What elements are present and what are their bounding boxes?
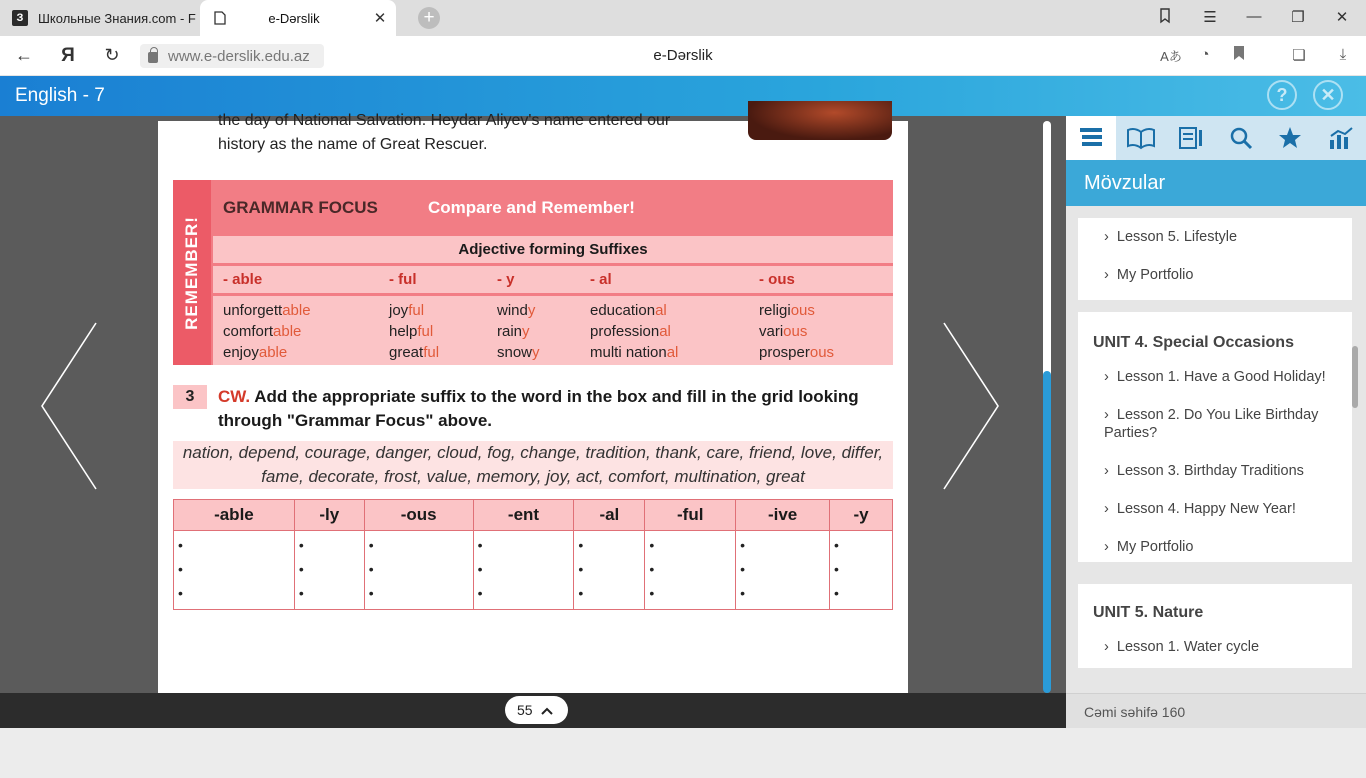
- menu-icon[interactable]: ☰: [1203, 9, 1217, 26]
- unit-title[interactable]: UNIT 4. Special Occasions: [1093, 334, 1294, 351]
- list-item[interactable]: › Lesson 1. Water cycle: [1104, 639, 1260, 655]
- tab-e-derslik[interactable]: [200, 0, 396, 36]
- page-icon: [212, 10, 228, 26]
- grid-cell: • • •: [174, 531, 295, 610]
- grid-header: -ly: [294, 500, 364, 531]
- url-field[interactable]: [140, 44, 324, 68]
- tab-title: Школьные Знания.com - F: [38, 10, 196, 26]
- word-line: fame, decorate, frost, value, memory, joy, act, comfort, multination, great: [261, 467, 805, 486]
- previous-page-icon[interactable]: [38, 321, 100, 491]
- grid-header: -ent: [473, 500, 574, 531]
- word-line: nation, depend, courage, danger, cloud, fog, change, tradition, thank, care, friend, love, differ,: [182, 443, 884, 462]
- page-number-selector[interactable]: [505, 696, 568, 724]
- grid-cell: • • •: [574, 531, 645, 610]
- grid-cell: • • •: [364, 531, 473, 610]
- example-col: windy rainy snowy: [497, 302, 540, 361]
- grid-header: -able: [174, 500, 295, 531]
- grid-cell: • • •: [294, 531, 364, 610]
- close-tab-icon[interactable]: ✕: [373, 10, 387, 27]
- tab-title: e-Dərslik: [268, 10, 320, 26]
- suffix-header: - al: [590, 271, 612, 288]
- bookmark-icon[interactable]: [1228, 46, 1250, 64]
- favorites-icon[interactable]: [1266, 116, 1316, 160]
- grid-cell: • • •: [830, 531, 893, 610]
- suffix-header: - y: [497, 271, 515, 288]
- grid-header-row: [174, 500, 893, 531]
- search-icon[interactable]: [1216, 116, 1266, 160]
- compare-remember-title: Compare and Remember!: [428, 198, 635, 217]
- grammar-focus-title: GRAMMAR FOCUS: [223, 198, 378, 217]
- list-item[interactable]: › Lesson 5. Lifestyle: [1104, 229, 1238, 245]
- suffix-header: - able: [223, 271, 263, 288]
- close-viewer-icon[interactable]: ✕: [1313, 80, 1343, 110]
- new-tab-button[interactable]: +: [418, 7, 440, 29]
- minimize-icon[interactable]: —: [1246, 8, 1262, 25]
- url-text: www.e-derslik.edu.az: [168, 47, 310, 65]
- word-box: [173, 441, 893, 489]
- task-number: 3: [173, 385, 207, 409]
- grid-header: -ous: [364, 500, 473, 531]
- back-icon[interactable]: ←: [15, 45, 33, 65]
- suffix-examples: [213, 296, 893, 365]
- suffix-grid: [173, 499, 893, 610]
- task-instructions: CW. Add the appropriate suffix to the word in the box and fill in the grid looking through "Grammar Focus" above.: [218, 387, 859, 430]
- help-icon[interactable]: ?: [1267, 80, 1297, 110]
- collections-icon[interactable]: ❏: [1292, 47, 1306, 64]
- unit-title[interactable]: UNIT 5. Nature: [1093, 604, 1204, 621]
- translate-icon[interactable]: Aあ: [1160, 49, 1182, 64]
- download-icon[interactable]: ⤓: [1339, 46, 1347, 63]
- grid-header: -ive: [736, 500, 830, 531]
- page-number: 55: [517, 702, 533, 718]
- restore-icon[interactable]: ❐: [1291, 9, 1305, 26]
- panel-scrollbar-thumb[interactable]: [1352, 346, 1358, 408]
- tab-shkolnye-znaniya[interactable]: [6, 4, 198, 32]
- photo-image: [748, 101, 892, 140]
- book-icon[interactable]: [1116, 116, 1166, 160]
- unit-card: [1078, 584, 1352, 668]
- contents-icon[interactable]: [1066, 116, 1116, 160]
- list-item[interactable]: › Lesson 3. Birthday Traditions: [1104, 463, 1304, 479]
- next-page-icon[interactable]: [940, 321, 1002, 491]
- bookmarks-panel-icon[interactable]: [1156, 8, 1176, 28]
- intro-line: the day of National Salvation. Heydar Aliyev's name entered our: [218, 112, 671, 129]
- close-window-icon[interactable]: ✕: [1335, 9, 1349, 26]
- example-col: unforgettable comfortable enjoyable: [223, 302, 311, 361]
- suffixes-heading: Adjective forming Suffixes: [213, 236, 893, 263]
- grid-header: -ful: [645, 500, 736, 531]
- chevron-up-icon[interactable]: [541, 702, 553, 718]
- suffix-header: - ful: [389, 271, 417, 288]
- notes-icon[interactable]: [1166, 116, 1216, 160]
- list-item[interactable]: › My Portfolio: [1104, 267, 1194, 283]
- grid-body-row: [174, 531, 893, 610]
- panel-title: Mövzular: [1066, 160, 1366, 206]
- protect-icon[interactable]: ◔: [1200, 46, 1210, 63]
- unit-card: [1078, 218, 1352, 300]
- contents-panel: [1066, 116, 1366, 728]
- grid-cell: • • •: [473, 531, 574, 610]
- list-item[interactable]: › Lesson 1. Have a Good Holiday!: [1104, 369, 1326, 385]
- list-item[interactable]: › Lesson 4. Happy New Year!: [1104, 501, 1296, 517]
- znaniya-favicon-icon: З: [12, 10, 28, 26]
- suffix-header: - ous: [759, 271, 795, 288]
- book-title: English - 7: [15, 85, 105, 106]
- intro-text: [218, 109, 708, 157]
- grid-cell: • • •: [645, 531, 736, 610]
- total-pages: Cəmi səhifə 160: [1066, 693, 1366, 728]
- example-col: educational professional multi national: [590, 302, 679, 361]
- viewer-scrollbar-thumb[interactable]: [1043, 371, 1051, 693]
- statistics-icon[interactable]: [1316, 116, 1366, 160]
- lock-icon: [148, 52, 158, 63]
- list-item[interactable]: › Lesson 2. Do You Like Birthday Parties?: [1104, 407, 1319, 441]
- example-col: joyful helpful greatful: [389, 302, 440, 361]
- list-item[interactable]: › My Portfolio: [1104, 539, 1194, 555]
- reload-icon[interactable]: ↻: [104, 45, 120, 65]
- panel-toolbar: [1066, 116, 1366, 160]
- grid-header: -al: [574, 500, 645, 531]
- book-viewer: [0, 112, 1066, 693]
- grid-cell: • • •: [736, 531, 830, 610]
- page-title: e-Dərslik: [653, 47, 713, 64]
- example-col: religious various prosperous: [759, 302, 835, 361]
- grid-header: -y: [830, 500, 893, 531]
- grammar-focus-box: [173, 180, 893, 365]
- grammar-focus-header: [213, 180, 893, 234]
- yandex-icon[interactable]: Я: [61, 45, 75, 66]
- book-page: [158, 112, 908, 693]
- browser-tab-bar: [0, 0, 1366, 36]
- unit-card: [1078, 312, 1352, 562]
- page-navigation-bar: [0, 693, 1066, 728]
- remember-label: REMEMBER!: [173, 180, 211, 365]
- address-bar: [0, 36, 1366, 76]
- intro-line: history as the name of Great Rescuer.: [218, 136, 488, 153]
- suffix-headers: [213, 266, 893, 293]
